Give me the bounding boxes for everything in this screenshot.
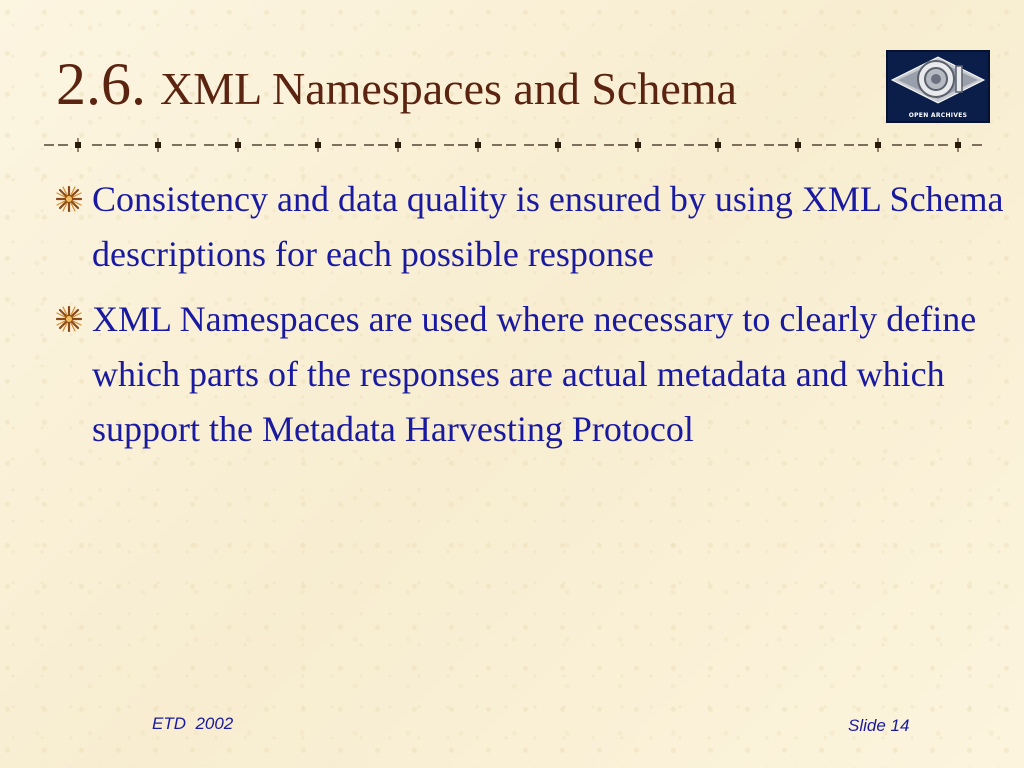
decorative-divider xyxy=(44,138,992,152)
logo-caption: OPEN ARCHIVES xyxy=(908,112,968,119)
title-number: 2.6. xyxy=(56,51,146,117)
star-bullet-icon xyxy=(54,184,84,214)
bullet-text: Consistency and data quality is ensured by using XML Schema descriptions for each possible response xyxy=(92,179,1004,274)
bullet-list xyxy=(54,172,1004,467)
footer-left: ETD 2002 xyxy=(152,714,234,733)
open-archives-logo xyxy=(886,50,990,123)
slide-title xyxy=(56,51,737,117)
bullet-item xyxy=(54,292,1004,457)
slide-number: Slide 14 xyxy=(848,716,910,735)
open-archives-eye-icon xyxy=(888,52,988,121)
bullet-item xyxy=(54,172,1004,282)
title-text: XML Namespaces and Schema xyxy=(160,63,737,114)
star-bullet-icon xyxy=(54,304,84,334)
bullet-text: XML Namespaces are used where necessary to clearly define which parts of the responses are actual metadata and which support the Metadata Harvesting Protocol xyxy=(92,299,977,449)
